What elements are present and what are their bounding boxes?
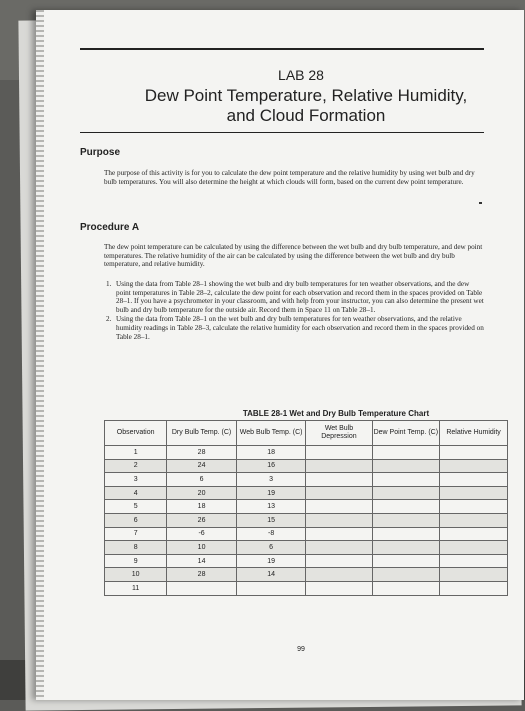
- dew-point-cell[interactable]: [372, 568, 440, 582]
- table-row: [105, 568, 508, 582]
- dew-point-cell[interactable]: [372, 446, 440, 460]
- observation-cell: 10: [105, 568, 167, 582]
- lab-number: LAB 28: [278, 67, 324, 83]
- wet-bulb-cell: 15: [236, 513, 306, 527]
- pen-mark: [479, 202, 482, 204]
- wet-bulb-cell: 6: [236, 541, 306, 555]
- procedure-step-1: [106, 280, 484, 314]
- header-observation: Observation: [105, 421, 167, 446]
- step-number: 1.: [106, 280, 112, 288]
- depression-cell[interactable]: [306, 513, 372, 527]
- humidity-cell[interactable]: [440, 568, 508, 582]
- binding-edge: [36, 10, 44, 700]
- humidity-cell[interactable]: [440, 527, 508, 541]
- observation-cell: 6: [105, 513, 167, 527]
- wet-bulb-cell: 19: [236, 486, 306, 500]
- table-row: [105, 486, 508, 500]
- depression-cell[interactable]: [306, 554, 372, 568]
- table-row: [105, 446, 508, 460]
- observation-cell: 5: [105, 500, 167, 514]
- table-row: [105, 459, 508, 473]
- humidity-cell[interactable]: [440, 459, 508, 473]
- procedure-step-2: [106, 315, 484, 341]
- dry-bulb-cell: 26: [167, 513, 237, 527]
- observation-cell: 9: [105, 554, 167, 568]
- header-wet-bulb-depression: Wet Bulb Depression: [306, 421, 372, 446]
- humidity-cell[interactable]: [440, 473, 508, 487]
- depression-cell[interactable]: [306, 459, 372, 473]
- dry-bulb-cell: 18: [167, 500, 237, 514]
- purpose-heading: Purpose: [80, 147, 121, 158]
- dew-point-cell[interactable]: [372, 554, 440, 568]
- humidity-cell[interactable]: [440, 486, 508, 500]
- observation-cell: 2: [105, 459, 167, 473]
- dew-point-cell[interactable]: [372, 500, 440, 514]
- table-row: [105, 554, 508, 568]
- observation-cell: 8: [105, 541, 167, 555]
- humidity-cell[interactable]: [440, 446, 508, 460]
- wet-bulb-cell: 18: [236, 446, 306, 460]
- depression-cell[interactable]: [306, 473, 372, 487]
- top-rule: [80, 48, 484, 50]
- observation-cell: 4: [105, 486, 167, 500]
- observation-cell: 11: [105, 581, 167, 595]
- step-number: 2.: [106, 315, 112, 324]
- dry-bulb-cell: -6: [167, 527, 237, 541]
- dew-point-cell[interactable]: [372, 486, 440, 500]
- depression-cell[interactable]: [306, 446, 372, 460]
- step-text: Using the data from Table 28–1 on the wet bulb and dry bulb temperatures for ten weather observations, and the relative humidity readings in Table 28–3, calculate the relative humidity for each observation and record them in the spaces provided on Table 28–1.: [116, 315, 484, 341]
- wet-bulb-cell[interactable]: [236, 581, 306, 595]
- depression-cell[interactable]: [306, 527, 372, 541]
- step-text: Using the data from Table 28–1 showing the wet bulb and dry bulb temperatures for ten weather observations, and the dew point temperatures in Table 28–2, calculate the dew point for each observation and record them in the spaces provided on Table 28–1. If you have a psychrometer in your classroom, and with help from your instructor, you can also determine the present wet bulb and dry bulb temperature for the outside air. Record them in Space 11 on Table 28–1.: [116, 280, 484, 314]
- humidity-cell[interactable]: [440, 500, 508, 514]
- wet-bulb-cell: 14: [236, 568, 306, 582]
- dew-point-cell[interactable]: [372, 581, 440, 595]
- procedure-intro: The dew point temperature can be calculated by using the difference between the wet bulb and dry bulb temperature, and dew point temperatures. The relative humidity of the air can be calculated by using the difference between the wet bulb and dry bulb temperature, and relative humidity.: [104, 243, 483, 269]
- dry-bulb-cell: 28: [167, 568, 237, 582]
- dry-bulb-cell: 14: [167, 554, 237, 568]
- header-relative-humidity: Relative Humidity: [440, 421, 508, 446]
- procedure-heading: Procedure A: [80, 222, 140, 233]
- table-row: [105, 513, 508, 527]
- page-title: [96, 86, 516, 126]
- header-dry-bulb: Dry Bulb Temp. (C): [167, 421, 237, 446]
- dry-bulb-cell: 6: [167, 473, 237, 487]
- title-bottom-rule: [80, 132, 484, 133]
- dry-bulb-cell: 28: [167, 446, 237, 460]
- depression-cell[interactable]: [306, 568, 372, 582]
- observation-cell: 1: [105, 446, 167, 460]
- observation-cell: 3: [105, 473, 167, 487]
- temperature-chart-table: [104, 420, 508, 596]
- depression-cell[interactable]: [306, 500, 372, 514]
- lab-worksheet-page: [36, 10, 524, 700]
- page-number: 99: [297, 646, 305, 653]
- table-row: [105, 500, 508, 514]
- table-row: [105, 473, 508, 487]
- humidity-cell[interactable]: [440, 513, 508, 527]
- observation-cell: 7: [105, 527, 167, 541]
- humidity-cell[interactable]: [440, 541, 508, 555]
- dry-bulb-cell: 24: [167, 459, 237, 473]
- wet-bulb-cell: 16: [236, 459, 306, 473]
- procedure-steps: [106, 280, 484, 342]
- dew-point-cell[interactable]: [372, 513, 440, 527]
- header-wet-bulb: Web Bulb Temp. (C): [236, 421, 306, 446]
- table-row: [105, 581, 508, 595]
- humidity-cell[interactable]: [440, 554, 508, 568]
- table-caption: TABLE 28-1 Wet and Dry Bulb Temperature Chart: [242, 409, 430, 418]
- title-line-1: Dew Point Temperature, Relative Humidity,: [144, 86, 468, 105]
- dew-point-cell[interactable]: [372, 527, 440, 541]
- wet-bulb-cell: 13: [236, 500, 306, 514]
- humidity-cell[interactable]: [440, 581, 508, 595]
- depression-cell[interactable]: [306, 581, 372, 595]
- depression-cell[interactable]: [306, 541, 372, 555]
- wet-bulb-cell: 19: [236, 554, 306, 568]
- dry-bulb-cell: 10: [167, 541, 237, 555]
- wet-bulb-cell: -8: [236, 527, 306, 541]
- dew-point-cell[interactable]: [372, 541, 440, 555]
- dry-bulb-cell[interactable]: [167, 581, 237, 595]
- purpose-text: The purpose of this activity is for you to calculate the dew point temperature and the relative humidity by using wet bulb and dry bulb temperatures. You will also determine the height at which clouds will form, based on the current dew point temperature.: [104, 169, 475, 186]
- dry-bulb-cell: 20: [167, 486, 237, 500]
- wet-bulb-cell: 3: [236, 473, 306, 487]
- depression-cell[interactable]: [306, 486, 372, 500]
- table-row: [105, 541, 508, 555]
- header-dew-point: Dew Point Temp. (C): [372, 421, 440, 446]
- table-header-row: [105, 421, 508, 446]
- title-line-2: and Cloud Formation: [226, 106, 386, 125]
- dew-point-cell[interactable]: [372, 459, 440, 473]
- dew-point-cell[interactable]: [372, 473, 440, 487]
- table-row: [105, 527, 508, 541]
